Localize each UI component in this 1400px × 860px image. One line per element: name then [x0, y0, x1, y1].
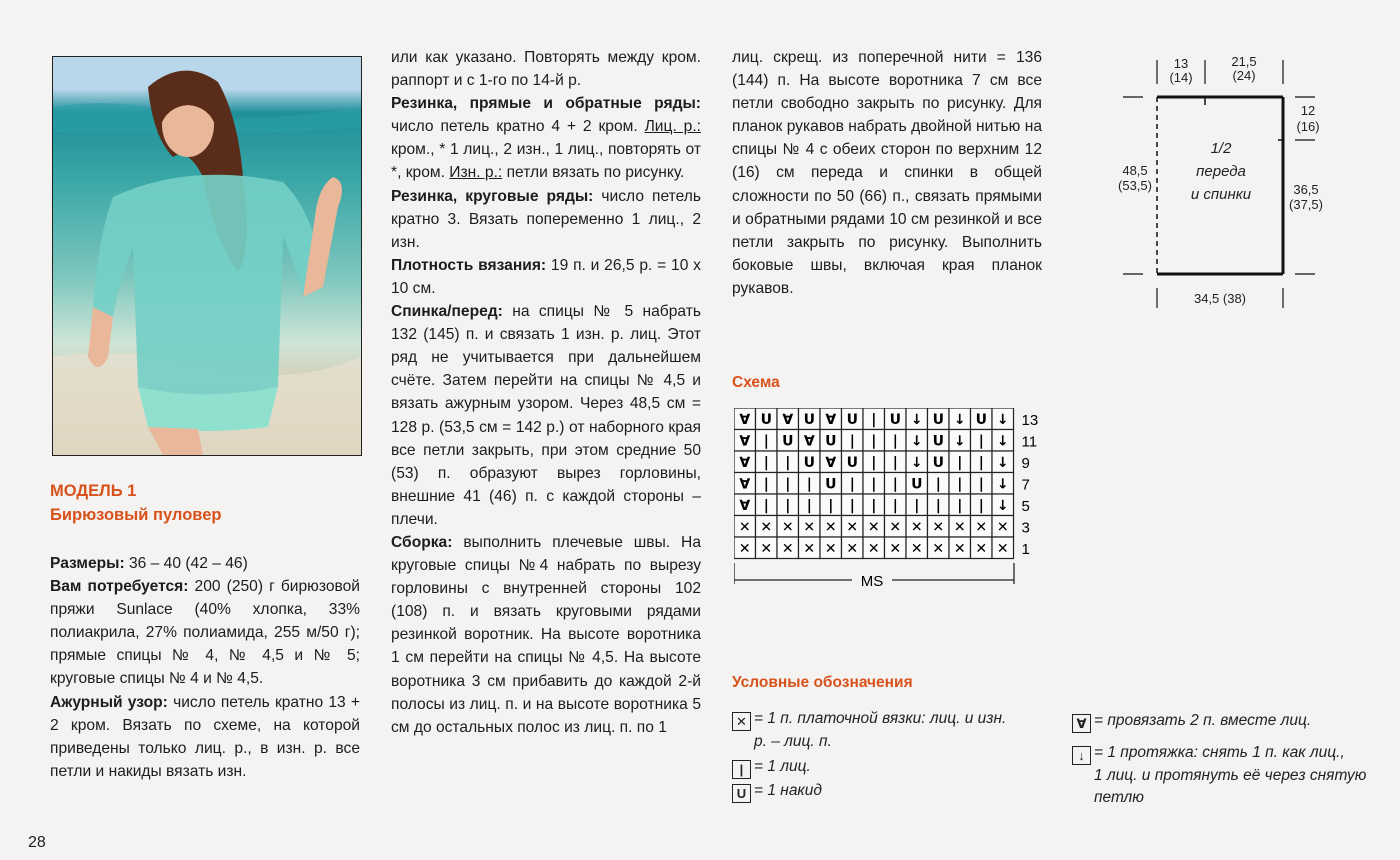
garter-symbol-icon: ✕	[732, 712, 751, 731]
svg-text:|: |	[785, 454, 791, 471]
chart-cell-r2-c5	[842, 451, 864, 473]
dim-top-left-alt: (14)	[1169, 70, 1193, 85]
svg-text:✕: ✕	[867, 519, 880, 536]
svg-text:|: |	[871, 433, 877, 450]
rib-round-text: число петель кратно 3. Вязать попеременно 1 лиц., 2 изн.	[391, 187, 701, 251]
assembly-text: выполнить плечевые швы. На круговые спицы №4 набрать по вырезу горловины с внутренней стороны 102 (108) п. и вязать круговыми рядами резинкой воротник. На высоте воротника 1 см перейти на спицы № 4,5. На высоте воротника 3 см прибавить до каждой 2-й полосы из лиц. п. и на высоте воротника 5 см до остальных полос из лиц. п. по 1	[391, 533, 701, 736]
svg-text:U: U	[932, 454, 944, 471]
lace-label: Ажурный узор:	[50, 693, 168, 711]
chart-cell-r5-c0	[734, 516, 756, 538]
chart-cell-r1-c4	[820, 430, 842, 452]
piece-label-2: переда	[1196, 163, 1246, 180]
svg-text:↓: ↓	[953, 433, 966, 450]
chart-cell-r6-c10	[949, 537, 971, 559]
chart-row-number-3: 7	[1021, 476, 1030, 494]
chart-cell-r0-c11	[971, 408, 993, 430]
chart-cell-r4-c12	[992, 494, 1014, 516]
column-3	[732, 46, 1042, 300]
chart-cell-r2-c3	[799, 451, 821, 473]
chart-cell-r6-c8	[906, 537, 928, 559]
chart-cell-r5-c1	[756, 516, 778, 538]
legend-knit	[732, 756, 811, 779]
legend-garter-text: = 1 п. платочной вязки: лиц. и изн.	[754, 710, 1007, 727]
chart-cell-r4-c6	[863, 494, 885, 516]
svg-text:↓: ↓	[996, 454, 1009, 471]
svg-text:U: U	[825, 433, 837, 450]
svg-text:✕: ✕	[953, 519, 966, 536]
chart-row-number-0: 13	[1021, 411, 1039, 429]
chart-cell-r5-c5	[842, 516, 864, 538]
svg-text:↓: ↓	[910, 454, 923, 471]
model-title: МОДЕЛЬ 1	[50, 482, 137, 500]
chart-cell-r2-c12	[992, 451, 1014, 473]
svg-text:✕: ✕	[781, 540, 794, 557]
svg-text:|: |	[935, 497, 941, 514]
dim-armhole: 12	[1300, 103, 1316, 118]
legend-skp-text2: 1 лиц. и протянуть её через снятую	[1094, 767, 1367, 784]
svg-text:∀: ∀	[739, 433, 751, 450]
legend-knit-text: = 1 лиц.	[754, 758, 811, 775]
chart-cell-r0-c2	[777, 408, 799, 430]
chart-cell-r4-c5	[842, 494, 864, 516]
schema-title: Схема	[732, 374, 780, 391]
svg-text:|: |	[763, 454, 769, 471]
svg-text:|: |	[871, 476, 877, 493]
lace-text: число петель кратно 13 + 2 кром. Вязать по схеме, на которой приведены только лиц. р., в изн. р. все петли и накиды вязать изн.	[50, 693, 360, 780]
chart-cells	[734, 408, 1014, 559]
svg-text:U: U	[911, 476, 923, 493]
chart-cell-r6-c12	[992, 537, 1014, 559]
chart-cell-r4-c2	[777, 494, 799, 516]
dim-length-alt: (53,5)	[1118, 178, 1152, 193]
materials-paragraph	[50, 575, 360, 690]
chart-cell-r1-c0	[734, 430, 756, 452]
svg-text:✕: ✕	[953, 540, 966, 557]
svg-text:U: U	[803, 411, 815, 428]
chart-cell-r4-c10	[949, 494, 971, 516]
chart-row-number-5: 3	[1021, 519, 1030, 537]
chart-cell-r3-c7	[885, 473, 907, 495]
chart-cell-r1-c10	[949, 430, 971, 452]
chart-cell-r2-c1	[756, 451, 778, 473]
piece-label-1: 1/2	[1210, 140, 1232, 157]
svg-text:|: |	[763, 497, 769, 514]
legend-skp-text: = 1 протяжка: снять 1 п. как лиц.,	[1094, 744, 1345, 761]
chart-cell-r3-c11	[971, 473, 993, 495]
chart-cell-r2-c7	[885, 451, 907, 473]
svg-text:✕: ✕	[824, 540, 837, 557]
svg-text:↓: ↓	[996, 497, 1009, 514]
chart-cell-r2-c11	[971, 451, 993, 473]
chart-cell-r6-c5	[842, 537, 864, 559]
chart-cell-r1-c2	[777, 430, 799, 452]
rib-flat-text-c: петли вязать по рисунку.	[502, 164, 685, 182]
svg-text:✕: ✕	[846, 519, 859, 536]
chart-cell-r2-c2	[777, 451, 799, 473]
svg-text:|: |	[957, 497, 963, 514]
chart-row-number-6: 1	[1021, 540, 1030, 558]
density-paragraph	[391, 254, 701, 300]
svg-text:U: U	[932, 411, 944, 428]
rib-flat-text-b: кром., * 1 лиц., 2 изн., 1 лиц., повторять от *, кром.	[391, 141, 701, 182]
k2tog-symbol-icon: ∀	[1072, 714, 1091, 733]
chart-cell-r1-c11	[971, 430, 993, 452]
chart-cell-r5-c12	[992, 516, 1014, 538]
rib-round-paragraph	[391, 185, 701, 254]
dim-width: 34,5 (38)	[1193, 291, 1247, 306]
photo-illustration	[53, 57, 361, 455]
density-text: 19 п. и 26,5 р. = 10 х 10 см.	[391, 256, 701, 297]
chart-cell-r1-c7	[885, 430, 907, 452]
legend-yarnover	[732, 780, 822, 803]
continuation-paragraph: или как указано. Повторять между кром. раппорт и с 1-го по 14-й р.	[391, 49, 701, 90]
svg-text:|: |	[849, 433, 855, 450]
legend-k2tog-text: = провязать 2 п. вместе лиц.	[1094, 712, 1312, 729]
chart-cell-r5-c11	[971, 516, 993, 538]
chart-cell-r1-c12	[992, 430, 1014, 452]
chart-cell-r4-c3	[799, 494, 821, 516]
chart-row-number-1: 11	[1021, 433, 1038, 451]
chart-cell-r5-c7	[885, 516, 907, 538]
chart-cell-r1-c9	[928, 430, 950, 452]
chart-cell-r0-c0	[734, 408, 756, 430]
rib-flat-rs-label: Лиц. р.:	[644, 118, 701, 136]
materials-label: Вам потребуется:	[50, 578, 189, 596]
chart-cell-r6-c2	[777, 537, 799, 559]
rib-flat-ws-label: Изн. р.:	[449, 164, 503, 182]
legend-title: Условные обозначения	[732, 674, 913, 691]
svg-text:|: |	[806, 497, 812, 514]
knitting-chart	[734, 408, 1054, 586]
materials-text: 200 (250) г бирюзовой пряжи Sunlace (40% хлопка, 33% полиакрила, 27% полиамида, 255 м/50 г); прямые спицы № 4, № 4,5 и № 5; круговые спицы № 4 и № 4,5.	[50, 578, 360, 688]
column-1	[50, 552, 360, 783]
svg-text:|: |	[892, 497, 898, 514]
svg-text:|: |	[935, 476, 941, 493]
svg-text:|: |	[763, 476, 769, 493]
svg-text:∀: ∀	[825, 411, 837, 428]
assembly-continuation: лиц. скрещ. из поперечной нити = 136 (144) п. На высоте воротника 7 см все петли свободно закрыть по рисунку. Для планок рукавов набрать двойной нитью на спицы № 4 с обеих сторон по верхним 12 (16) см переда и спинки в общей сложности по 50 (66) п., связать прямыми и обратными рядами 10 см резинкой и все петли закрыть по рисунку. Выполнить боковые швы, включая края планок рукавов.	[732, 49, 1042, 297]
chart-cell-r4-c4	[820, 494, 842, 516]
chart-cell-r5-c3	[799, 516, 821, 538]
svg-text:✕: ✕	[803, 519, 816, 536]
skp-symbol-icon: ↓	[1072, 746, 1091, 765]
svg-text:|: |	[849, 497, 855, 514]
svg-text:|: |	[978, 454, 984, 471]
svg-text:✕: ✕	[803, 540, 816, 557]
chart-cell-r2-c4	[820, 451, 842, 473]
svg-text:↓: ↓	[910, 433, 923, 450]
legend-skp-text3: петлю	[1094, 789, 1144, 806]
chart-cell-r6-c4	[820, 537, 842, 559]
chart-cell-r4-c9	[928, 494, 950, 516]
sizes-paragraph	[50, 552, 360, 575]
svg-text:U: U	[932, 433, 944, 450]
chart-cell-r0-c9	[928, 408, 950, 430]
sizes-text: 36 – 40 (42 – 46)	[124, 555, 248, 572]
chart-cell-r0-c7	[885, 408, 907, 430]
svg-text:✕: ✕	[975, 540, 988, 557]
chart-cell-r4-c0	[734, 494, 756, 516]
chart-cell-r0-c10	[949, 408, 971, 430]
dim-top-left: 13	[1173, 56, 1189, 71]
lace-paragraph	[50, 691, 360, 783]
svg-text:↓: ↓	[996, 433, 1009, 450]
chart-cell-r1-c5	[842, 430, 864, 452]
dim-top-right-alt: (24)	[1232, 68, 1256, 83]
svg-text:|: |	[957, 476, 963, 493]
svg-text:✕: ✕	[910, 519, 923, 536]
svg-text:|: |	[978, 497, 984, 514]
assembly-label: Сборка:	[391, 533, 453, 551]
svg-text:✕: ✕	[846, 540, 859, 557]
assembly-paragraph	[391, 531, 701, 739]
svg-text:|: |	[785, 476, 791, 493]
svg-text:|: |	[914, 497, 920, 514]
svg-text:↓: ↓	[996, 411, 1009, 428]
svg-text:|: |	[892, 476, 898, 493]
svg-text:|: |	[806, 476, 812, 493]
chart-cell-r0-c4	[820, 408, 842, 430]
svg-text:|: |	[763, 433, 769, 450]
chart-cell-r2-c8	[906, 451, 928, 473]
chart-repeat-label: MS	[860, 573, 884, 586]
chart-row-number-2: 9	[1021, 454, 1030, 472]
model-photo	[52, 56, 362, 456]
chart-cell-r6-c1	[756, 537, 778, 559]
chart-cell-r2-c10	[949, 451, 971, 473]
svg-text:↓: ↓	[996, 476, 1009, 493]
svg-text:|: |	[871, 411, 877, 428]
legend-skp	[1072, 742, 1366, 809]
chart-cell-r3-c4	[820, 473, 842, 495]
rib-round-label: Резинка, круговые ряды:	[391, 187, 594, 205]
svg-text:|: |	[978, 476, 984, 493]
svg-text:U: U	[846, 454, 858, 471]
chart-cell-r0-c5	[842, 408, 864, 430]
chart-cell-r3-c3	[799, 473, 821, 495]
rib-flat-paragraph	[391, 92, 701, 184]
chart-cell-r3-c8	[906, 473, 928, 495]
piece-label-3: и спинки	[1190, 186, 1252, 203]
chart-cell-r4-c1	[756, 494, 778, 516]
rib-flat-label: Резинка, прямые и обратные ряды:	[391, 95, 701, 113]
back-front-label: Спинка/перед:	[391, 303, 503, 321]
dim-side: 36,5	[1293, 182, 1319, 197]
chart-cell-r1-c3	[799, 430, 821, 452]
chart-cell-r4-c11	[971, 494, 993, 516]
chart-cell-r2-c0	[734, 451, 756, 473]
svg-text:∀: ∀	[739, 497, 751, 514]
svg-text:|: |	[871, 454, 877, 471]
chart-cell-r6-c3	[799, 537, 821, 559]
svg-text:✕: ✕	[889, 519, 902, 536]
back-front-paragraph	[391, 300, 701, 531]
chart-cell-r6-c7	[885, 537, 907, 559]
chart-cell-r6-c6	[863, 537, 885, 559]
chart-cell-r3-c9	[928, 473, 950, 495]
yarnover-symbol-icon: U	[732, 784, 751, 803]
svg-text:|: |	[785, 497, 791, 514]
rib-flat-text-a: число петель кратно 4 + 2 кром.	[391, 118, 645, 136]
svg-text:U: U	[975, 411, 987, 428]
svg-text:|: |	[957, 454, 963, 471]
legend-yarnover-text: = 1 накид	[754, 782, 822, 799]
chart-cell-r1-c1	[756, 430, 778, 452]
svg-text:✕: ✕	[867, 540, 880, 557]
chart-cell-r3-c6	[863, 473, 885, 495]
svg-text:U: U	[846, 411, 858, 428]
back-front-text: на спицы № 5 набрать 132 (145) п. и связать 1 изн. р. лиц. Этот ряд не учитывается при дальнейшем счёте. Затем перейти на спицы № 4,5 и вязать ажурным узором. Через 48,5 см = 128 р. (53,5 см = 142 р.) от наборного края все петли закрыть, при этом средние 50 (53) п. образуют вырез горловины, внешние 41 (46) п. с каждой стороны – плечи.	[391, 303, 701, 528]
chart-cell-r1-c6	[863, 430, 885, 452]
svg-text:|: |	[871, 497, 877, 514]
chart-cell-r0-c8	[906, 408, 928, 430]
svg-text:✕: ✕	[760, 519, 773, 536]
svg-text:✕: ✕	[760, 540, 773, 557]
svg-text:✕: ✕	[996, 540, 1009, 557]
svg-text:U: U	[760, 411, 772, 428]
svg-text:|: |	[978, 433, 984, 450]
dim-armhole-alt: (16)	[1296, 119, 1320, 134]
svg-text:|: |	[892, 433, 898, 450]
chart-cell-r6-c11	[971, 537, 993, 559]
legend-garter-text2: р. – лиц. п.	[754, 733, 832, 750]
chart-cell-r5-c10	[949, 516, 971, 538]
dim-top-right: 21,5	[1231, 54, 1257, 69]
sizes-label: Размеры:	[50, 555, 125, 572]
chart-cell-r3-c12	[992, 473, 1014, 495]
svg-text:✕: ✕	[932, 519, 945, 536]
chart-cell-r4-c7	[885, 494, 907, 516]
page-number: 28	[28, 834, 46, 851]
chart-cell-r3-c10	[949, 473, 971, 495]
svg-text:∀: ∀	[739, 411, 751, 428]
svg-text:✕: ✕	[932, 540, 945, 557]
svg-text:↓: ↓	[953, 411, 966, 428]
dim-length: 48,5	[1122, 163, 1148, 178]
chart-cell-r5-c6	[863, 516, 885, 538]
column-2	[391, 46, 701, 739]
chart-cell-r3-c2	[777, 473, 799, 495]
svg-text:✕: ✕	[738, 540, 751, 557]
svg-text:✕: ✕	[889, 540, 902, 557]
chart-cell-r6-c0	[734, 537, 756, 559]
chart-cell-r5-c8	[906, 516, 928, 538]
chart-cell-r3-c1	[756, 473, 778, 495]
legend-k2tog	[1072, 710, 1311, 733]
svg-text:∀: ∀	[825, 454, 837, 471]
svg-text:∀: ∀	[739, 476, 751, 493]
svg-text:U: U	[803, 454, 815, 471]
svg-text:U: U	[782, 433, 794, 450]
svg-text:✕: ✕	[738, 519, 751, 536]
svg-text:U: U	[889, 411, 901, 428]
svg-text:∀: ∀	[782, 411, 794, 428]
svg-text:✕: ✕	[996, 519, 1009, 536]
svg-text:∀: ∀	[739, 454, 751, 471]
model-subtitle: Бирюзовый пуловер	[50, 506, 222, 524]
chart-cell-r0-c6	[863, 408, 885, 430]
chart-cell-r5-c9	[928, 516, 950, 538]
knit-symbol-icon: |	[732, 760, 751, 779]
density-label: Плотность вязания:	[391, 256, 547, 274]
chart-cell-r6-c9	[928, 537, 950, 559]
chart-cell-r5-c4	[820, 516, 842, 538]
chart-cell-r0-c12	[992, 408, 1014, 430]
chart-cell-r3-c5	[842, 473, 864, 495]
chart-cell-r5-c2	[777, 516, 799, 538]
legend-garter	[732, 708, 1006, 753]
chart-cell-r3-c0	[734, 473, 756, 495]
chart-row-number-4: 5	[1021, 497, 1030, 515]
chart-cell-r2-c9	[928, 451, 950, 473]
chart-cell-r2-c6	[863, 451, 885, 473]
svg-text:↓: ↓	[910, 411, 923, 428]
svg-text:✕: ✕	[975, 519, 988, 536]
svg-text:|: |	[828, 497, 834, 514]
chart-cell-r4-c8	[906, 494, 928, 516]
chart-row-numbers	[1022, 412, 1039, 558]
svg-text:∀: ∀	[803, 433, 815, 450]
svg-text:✕: ✕	[910, 540, 923, 557]
svg-text:|: |	[849, 476, 855, 493]
dim-side-alt: (37,5)	[1289, 197, 1323, 212]
chart-cell-r0-c1	[756, 408, 778, 430]
svg-text:U: U	[825, 476, 837, 493]
svg-text:✕: ✕	[824, 519, 837, 536]
svg-text:✕: ✕	[781, 519, 794, 536]
chart-cell-r0-c3	[799, 408, 821, 430]
svg-text:|: |	[892, 454, 898, 471]
schematic-diagram	[1115, 52, 1345, 314]
chart-cell-r1-c8	[906, 430, 928, 452]
